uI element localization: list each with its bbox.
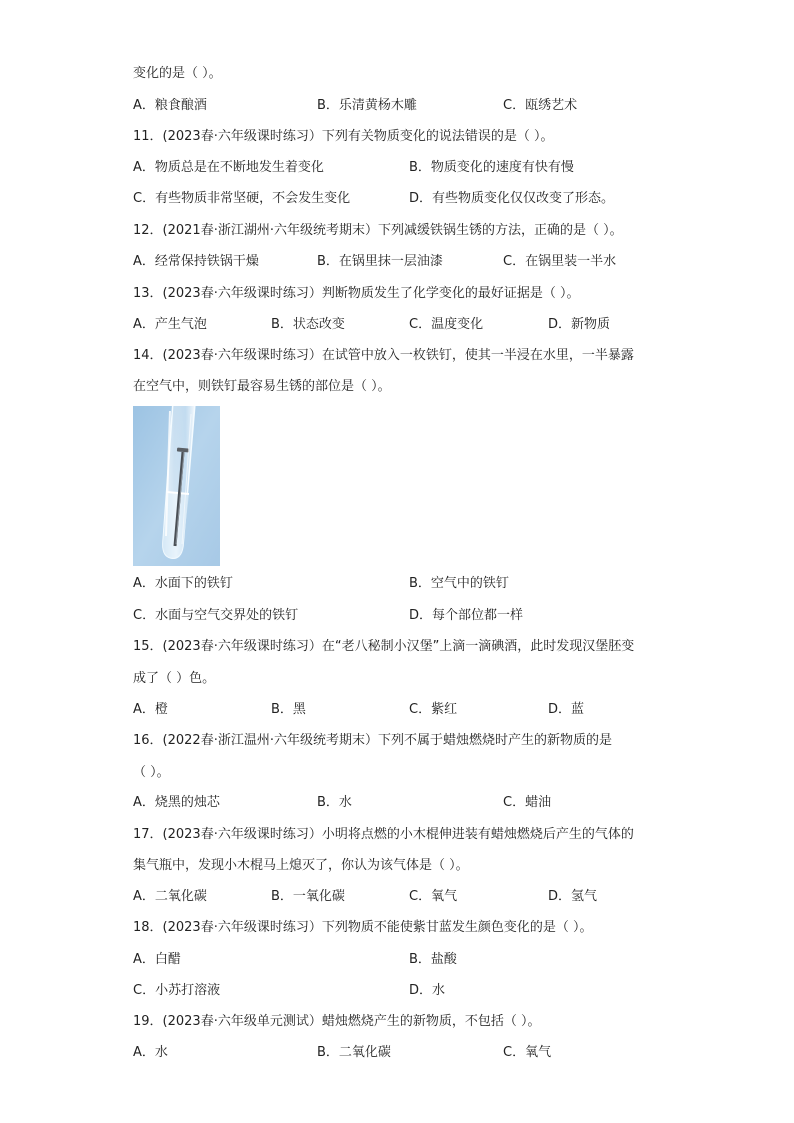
option-d[interactable]: D．有些物质变化仅仅改变了形态。: [409, 191, 615, 206]
question-text: 11．(2023春·六年级课时练习）下列有关物质变化的说法错误的是（ ）。: [133, 129, 554, 144]
option-b[interactable]: B．水: [317, 795, 352, 810]
option-d[interactable]: D．蓝: [548, 702, 585, 717]
option-c[interactable]: C．氧气: [503, 1045, 552, 1060]
question-14-stem-continuation: [133, 376, 673, 398]
question-13-options: [133, 314, 673, 336]
question-19-options: [133, 1042, 673, 1064]
question-10-options: [133, 95, 673, 117]
option-a[interactable]: A．经常保持铁锅干燥: [133, 254, 259, 269]
question-16-options: [133, 792, 673, 814]
question-text: 15．(2023春·六年级课时练习）在“老八秘制小汉堡”上滴一滴碘酒，此时发现汉堡胚变: [133, 639, 635, 654]
option-a[interactable]: A．产生气泡: [133, 317, 207, 332]
question-14-stem: [133, 345, 673, 367]
option-b[interactable]: B．盐酸: [409, 952, 457, 967]
option-b[interactable]: B．在锅里抹一层油漆: [317, 254, 443, 269]
question-text: 12．(2021春·浙江湖州·六年级统考期末）下列减缓铁锅生锈的方法，正确的是（ ）。: [133, 223, 623, 238]
test-tube-nail-figure: [133, 406, 220, 566]
test-tube-with-iron-nail-photo: [133, 406, 220, 566]
question-17-stem: [133, 824, 673, 846]
question-19-stem: [133, 1011, 673, 1033]
question-12-options: [133, 251, 673, 273]
option-a[interactable]: A．橙: [133, 702, 168, 717]
question-11-stem: [133, 126, 673, 148]
option-b[interactable]: B．一氧化碳: [271, 889, 345, 904]
option-b[interactable]: B．二氧化碳: [317, 1045, 391, 1060]
option-c[interactable]: C．水面与空气交界处的铁钉: [133, 608, 299, 623]
question-text: 18．(2023春·六年级课时练习）下列物质不能使紫甘蓝发生颜色变化的是（ ）。: [133, 920, 593, 935]
option-a[interactable]: A．水: [133, 1045, 168, 1060]
option-b[interactable]: B．黑: [271, 702, 306, 717]
question-11-options-row-1: [133, 157, 673, 179]
option-b[interactable]: B．空气中的铁钉: [409, 576, 509, 591]
option-c[interactable]: C．在锅里装一半水: [503, 254, 617, 269]
question-15-stem-continuation: [133, 668, 673, 690]
question-15-options: [133, 699, 673, 721]
question-14-options-row-1: [133, 573, 673, 595]
question-text: 在空气中，则铁钉最容易生锈的部位是（ ）。: [133, 379, 391, 394]
question-14-options-row-2: [133, 605, 673, 627]
question-text: 成了（ ）色。: [133, 671, 216, 686]
option-d[interactable]: D．水: [409, 983, 446, 998]
question-13-stem: [133, 283, 673, 305]
question-text: 16．(2022春·浙江温州·六年级统考期末）下列不属于蜡烛燃烧时产生的新物质的是: [133, 733, 612, 748]
question-text: 13．(2023春·六年级课时练习）判断物质发生了化学变化的最好证据是（ ）。: [133, 286, 580, 301]
option-c[interactable]: C．有些物质非常坚硬，不会发生变化: [133, 191, 351, 206]
option-c[interactable]: C．温度变化: [409, 317, 484, 332]
question-17-stem-continuation: [133, 855, 673, 877]
question-18-options-row-2: [133, 980, 673, 1002]
option-a[interactable]: A．二氧化碳: [133, 889, 207, 904]
question-text: （ ）。: [133, 765, 170, 780]
question-17-options: [133, 886, 673, 908]
option-b[interactable]: B．乐清黄杨木雕: [317, 98, 417, 113]
option-b[interactable]: B．状态改变: [271, 317, 345, 332]
question-16-stem-continuation: [133, 762, 673, 784]
option-a[interactable]: A．烧黑的烛芯: [133, 795, 220, 810]
question-16-stem: [133, 730, 673, 752]
question-18-options-row-1: [133, 949, 673, 971]
option-c[interactable]: C．紫红: [409, 702, 458, 717]
option-a[interactable]: A．物质总是在不断地发生着变化: [133, 160, 324, 175]
question-11-options-row-2: [133, 188, 673, 210]
option-c[interactable]: C．瓯绣艺术: [503, 98, 578, 113]
option-c[interactable]: C．氧气: [409, 889, 458, 904]
option-a[interactable]: A．粮食酿酒: [133, 98, 207, 113]
question-text: 变化的是（ ）。: [133, 66, 222, 81]
question-15-stem: [133, 636, 673, 658]
option-d[interactable]: D．新物质: [548, 317, 611, 332]
question-text: 集气瓶中，发现小木棍马上熄灭了，你认为该气体是（ ）。: [133, 858, 469, 873]
option-d[interactable]: D．每个部位都一样: [409, 608, 524, 623]
option-c[interactable]: C．小苏打溶液: [133, 983, 221, 998]
option-a[interactable]: A．水面下的铁钉: [133, 576, 233, 591]
option-a[interactable]: A．白醋: [133, 952, 181, 967]
question-text: 17．(2023春·六年级课时练习）小明将点燃的小木棍伸进装有蜡烛燃烧后产生的气体的: [133, 827, 634, 842]
question-text: 14．(2023春·六年级课时练习）在试管中放入一枚铁钉，使其一半浸在水里，一半暴露: [133, 348, 634, 363]
option-b[interactable]: B．物质变化的速度有快有慢: [409, 160, 574, 175]
question-text: 19．(2023春·六年级单元测试）蜡烛燃烧产生的新物质，不包括（ ）。: [133, 1014, 541, 1029]
question-12-stem: [133, 220, 673, 242]
option-c[interactable]: C．蜡油: [503, 795, 552, 810]
question-10-stem-continuation: [133, 63, 673, 85]
question-18-stem: [133, 917, 673, 939]
option-d[interactable]: D．氢气: [548, 889, 598, 904]
